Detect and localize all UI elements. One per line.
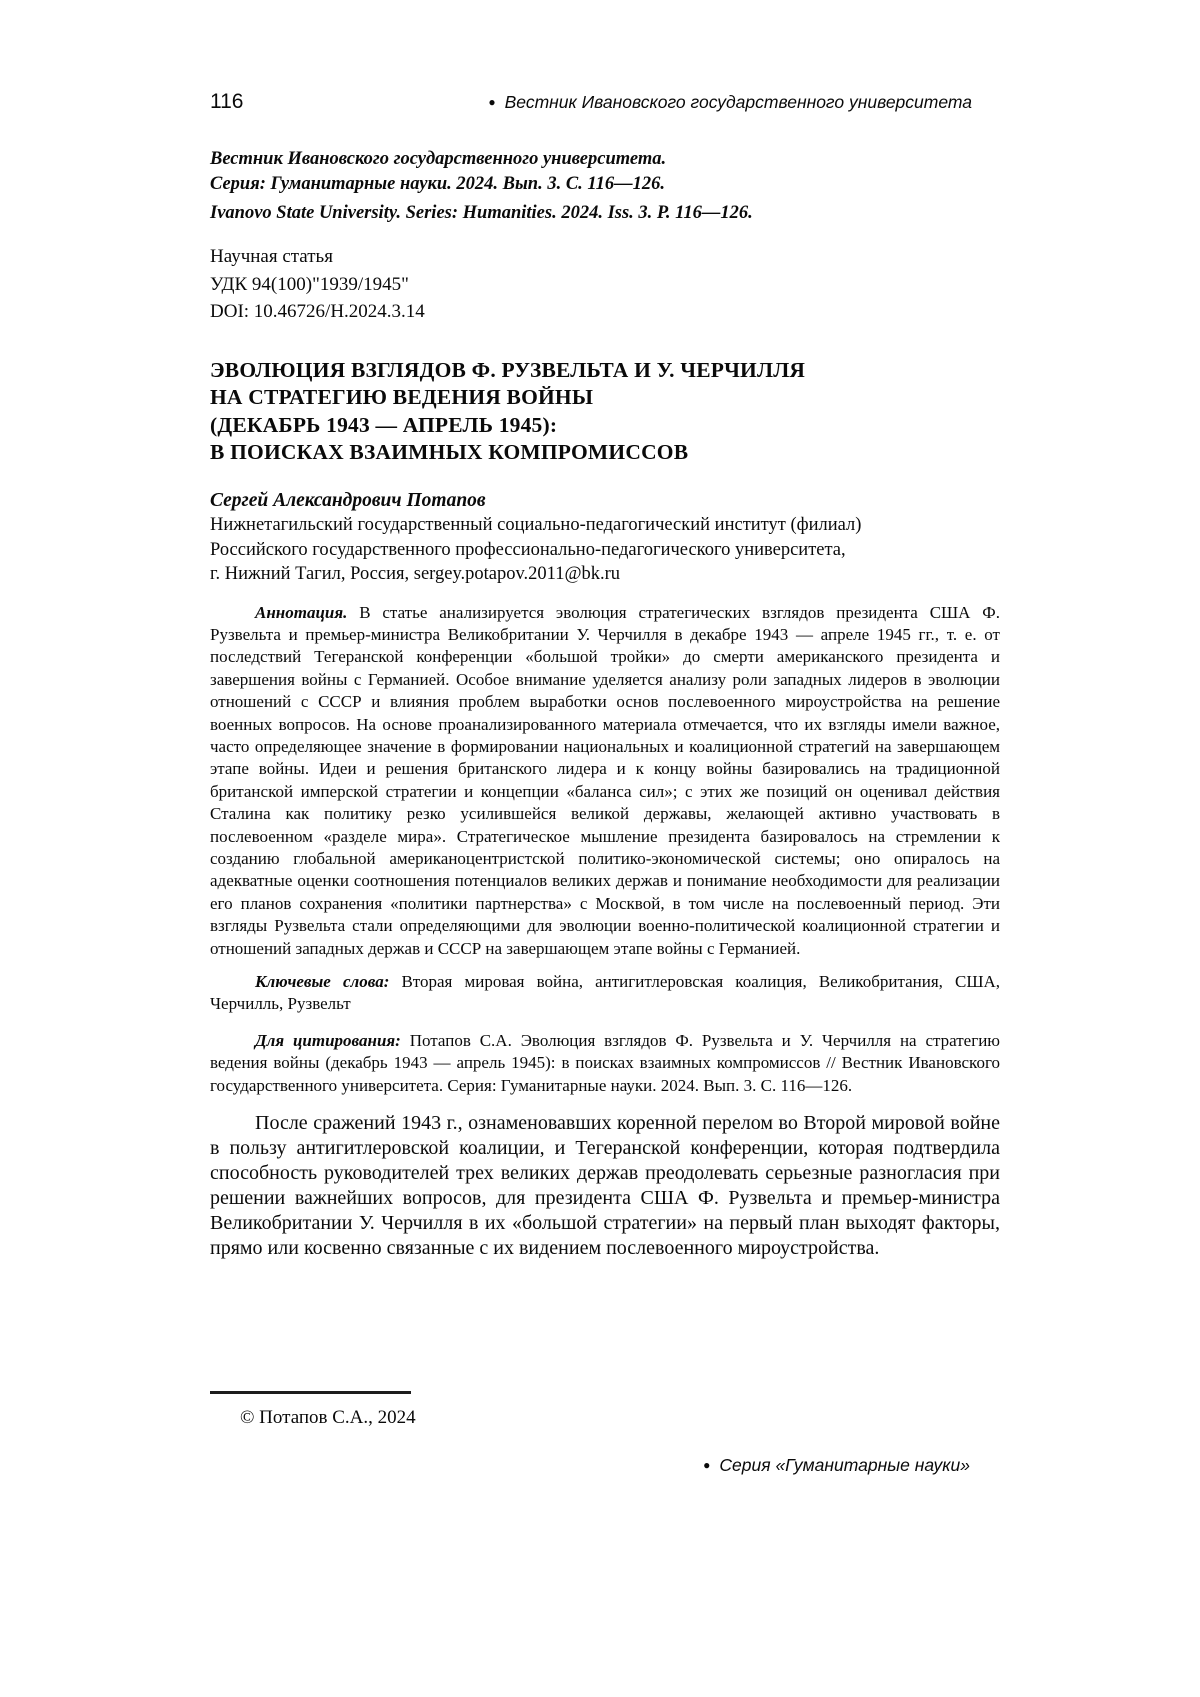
article-title-line: НА СТРАТЕГИЮ ВЕДЕНИЯ ВОЙНЫ	[210, 385, 594, 409]
bullet-icon: ●	[488, 95, 496, 109]
abstract-label: Аннотация.	[255, 602, 348, 622]
affiliation-line: г. Нижний Тагил, Россия, sergey.potapov.2011@bk.ru	[210, 564, 621, 584]
author-affiliation	[210, 513, 1000, 587]
citation-label: Для цитирования:	[255, 1030, 401, 1050]
affiliation-line: Нижнетагильский государственный социально-педагогический институт (филиал)	[210, 515, 862, 535]
keywords-text: Вторая мировая война, антигитлеровская коалиция, Великобритания, США, Черчилль, Рузвельт	[210, 972, 1000, 1014]
article-type: Научная статья	[210, 246, 333, 267]
article-title-line: (ДЕКАБРЬ 1943 — АПРЕЛЬ 1945):	[210, 412, 558, 437]
article-title	[210, 357, 1000, 467]
footer-series	[703, 1455, 970, 1476]
bullet-icon: ●	[703, 1458, 711, 1472]
running-head	[210, 90, 1000, 114]
keywords-paragraph	[210, 971, 1000, 1016]
footer-series-text: Серия «Гуманитарные науки»	[719, 1455, 970, 1475]
running-title-text: Вестник Ивановского государственного университета	[504, 92, 972, 112]
journal-citation-ru	[210, 147, 1000, 197]
abstract-text: В статье анализируется эволюция стратегических взглядов президента США Ф. Рузвельта и премьер-министра Великобритании У. Черчилля в декабре 1943 — апреле 1945 гг., т. е. от последствий Тегеранской конференции «большой тройки» до смерти американского президента и завершения войны с Германией. Особое внимание уделяется анализу роли западных лидеров в эволюции отношений с СССР и влияния проблем выработки основ послевоенного мироустройства на решение военных вопросов. На основе проанализированного материала отмечается, что их взгляды имели важное, часто определяющее значение в формировании национальных и коалиционной стратегий на завершающем этапе войны. Идеи и решения британского лидера и к концу войны базировались на традиционной британской имперской стратегии и концепции «баланса сил»; с этих же позиций он оценивал действия Сталина как политику резко усилившейся великой державы, желающей активно участвовать в послевоенном «разделе мира». Стратегическое мышление президента базировалось на стремлении к созданию глобальной американоцентристской политико-экономической системы; оно опиралось на адекватные оценки соотношения потенциалов великих держав и понимание необходимости для реализации его планов сохранения «политики партнерства» с Москвой, в том числе на послевоенный период. Эти взгляды Рузвельта стали определяющими для эволюции военно-политической коалиционной стратегии и отношений западных держав и СССР на завершающем этапе войны с Германией.	[210, 602, 1000, 958]
body-paragraph: После сражений 1943 г., ознаменовавших коренной перелом во Второй мировой войне в пользу антигитлеровской коалиции, и Тегеранской конференции, которая подтвердила способность руководителей трех великих держав преодолевать серьезные разногласия при решении важнейших вопросов, для президента США Ф. Рузвельта и премьер-министра Великобритании У. Черчилля в их «большой стратегии» на первый план выходят факторы, прямо или косвенно связанные с их видением послевоенного мироустройства.	[210, 1112, 1000, 1260]
journal-citation-ru-line2: Серия: Гуманитарные науки. 2024. Вып. 3. С. 116—126.	[210, 174, 666, 194]
keywords-label: Ключевые слова:	[255, 972, 390, 991]
footnote-rule	[210, 1391, 411, 1394]
affiliation-line: Российского государственного профессионально-педагогического университета,	[210, 539, 846, 560]
content-column	[210, 0, 1000, 1261]
journal-citation-en: Ivanovo State University. Series: Humanities. 2024. Iss. 3. P. 116—126.	[210, 203, 753, 223]
abstract-paragraph	[210, 602, 1000, 961]
article-title-line: В ПОИСКАХ ВЗАИМНЫХ КОМПРОМИССОВ	[210, 440, 689, 464]
article-title-line: ЭВОЛЮЦИЯ ВЗГЛЯДОВ Ф. РУЗВЕЛЬТА И У. ЧЕРЧИЛЛЯ	[210, 357, 806, 382]
doi: DOI: 10.46726/H.2024.3.14	[210, 301, 425, 322]
page-number: 116	[210, 90, 244, 113]
footnote-block	[210, 1391, 416, 1429]
journal-citation-ru-line1: Вестник Ивановского государственного университета.	[210, 149, 667, 169]
udc-number: УДК 94(100)"1939/1945"	[210, 273, 409, 295]
publication-info	[210, 243, 1000, 326]
copyright-notice: © Потапов С.А., 2024	[240, 1407, 416, 1428]
author-name: Сергей Александрович Потапов	[210, 489, 486, 511]
citation-paragraph	[210, 1030, 1000, 1097]
running-title	[488, 92, 972, 113]
citation-text: Потапов С.А. Эволюция взглядов Ф. Рузвельта и У. Черчилля на стратегию ведения войны (декабрь 1943 — апрель 1945): в поисках взаимных компромиссов // Вестник Ивановского государственного университета. Серия: Гуманитарные науки. 2024. Вып. 3. С. 116—126.	[210, 1030, 1000, 1095]
